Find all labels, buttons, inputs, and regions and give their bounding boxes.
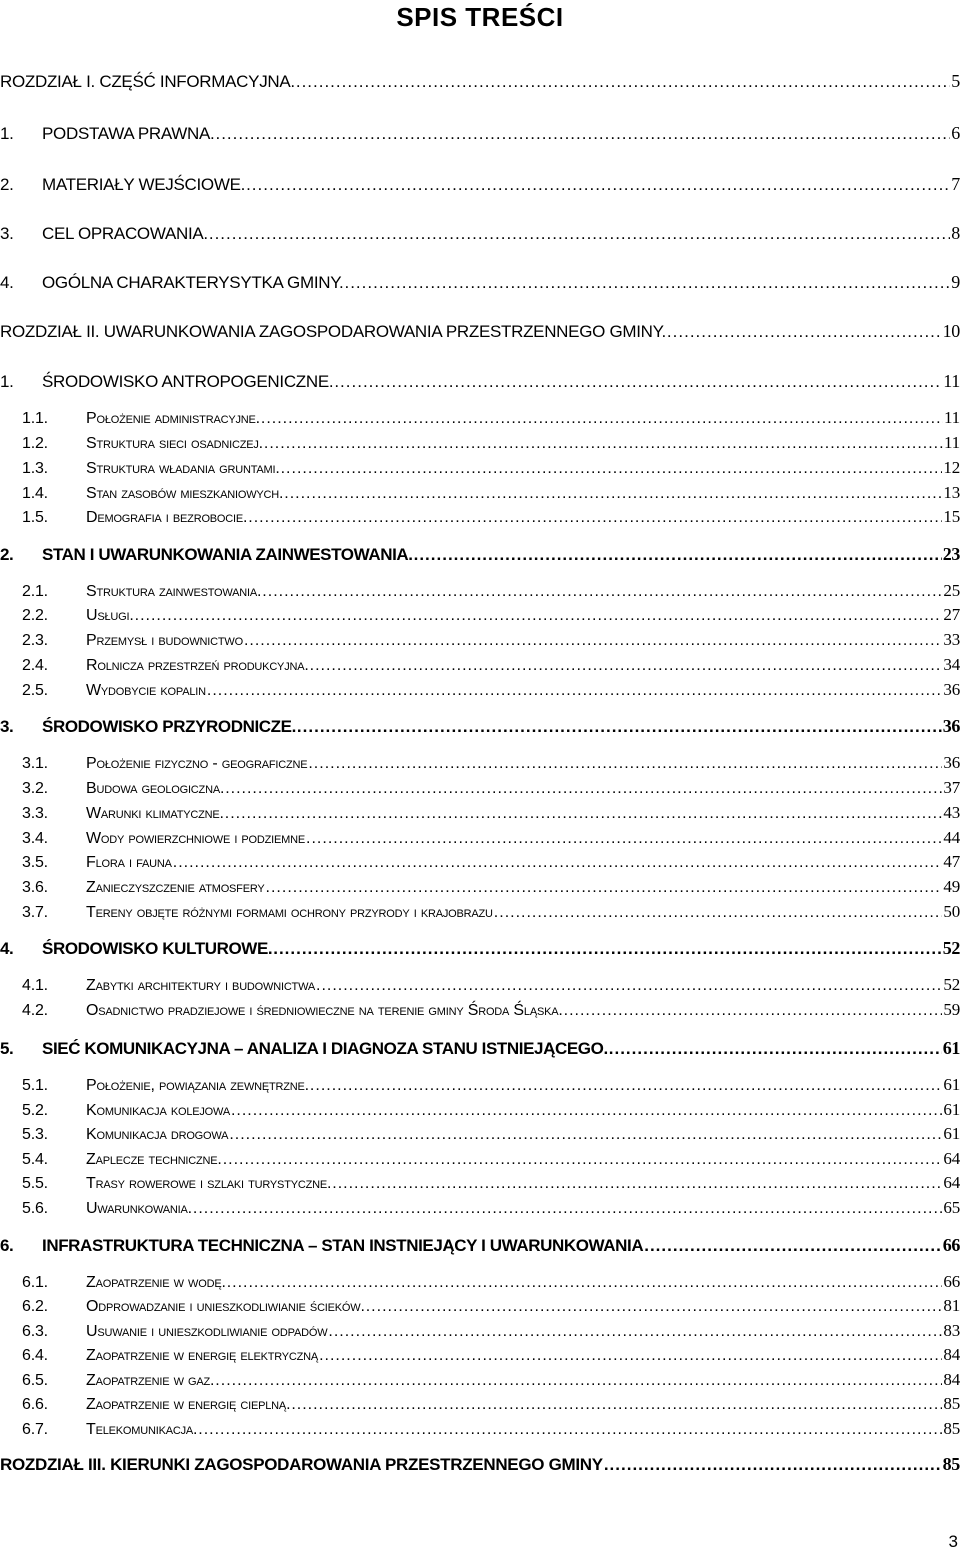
toc-entry[interactable] bbox=[0, 754, 960, 772]
toc-entry[interactable] bbox=[0, 631, 960, 649]
toc-entry[interactable] bbox=[0, 1346, 960, 1364]
toc-entry[interactable] bbox=[0, 484, 960, 502]
toc-dot-leader bbox=[297, 718, 942, 735]
toc-entry-label: ROZDZIAŁ I. CZĘŚĆ INFORMACYJNA. bbox=[0, 72, 295, 91]
toc-entry-label: Położenie administracyjne. bbox=[86, 410, 260, 427]
toc-dot-leader bbox=[244, 633, 942, 649]
toc-entry-label: Zabytki architektury i budownictwa bbox=[86, 977, 315, 994]
toc-entry-number: 3.7. bbox=[22, 904, 48, 921]
toc-dot-leader bbox=[291, 1397, 942, 1413]
toc-entry-label: Budowa geologiczna. bbox=[86, 780, 225, 797]
toc-entry-page: 36 bbox=[943, 680, 960, 699]
toc-entry-label: Zaopatrzenie w energię elektryczną bbox=[86, 1347, 319, 1364]
toc-entry[interactable] bbox=[0, 1297, 960, 1315]
toc-dot-leader bbox=[262, 584, 942, 600]
toc-entry-page: 64 bbox=[943, 1149, 960, 1168]
toc-entry[interactable] bbox=[0, 545, 960, 563]
toc-dot-leader bbox=[227, 1275, 943, 1291]
toc-dot-leader bbox=[494, 905, 943, 921]
toc-dot-leader bbox=[173, 855, 943, 871]
toc-entry-label: Tereny objęte różnymi formami ochrony przyrody i krajobrazu bbox=[86, 904, 493, 921]
toc-dot-leader bbox=[308, 756, 942, 772]
toc-entry-page: 65 bbox=[943, 1198, 960, 1217]
toc-entry-label: Zaopatrzenie w gaz. bbox=[86, 1372, 215, 1389]
toc-entry[interactable] bbox=[0, 508, 960, 526]
toc-entry-label: Stan zasobów mieszkaniowych. bbox=[86, 485, 284, 502]
toc-entry-number: 3. bbox=[0, 224, 14, 243]
toc-dot-leader bbox=[310, 1078, 942, 1094]
toc-entry-number: 1. bbox=[0, 372, 14, 391]
toc-entry-page: 81 bbox=[943, 1296, 960, 1315]
toc-dot-leader bbox=[193, 1201, 943, 1217]
toc-entry-label: OGÓLNA CHARAKTERYSYTKA GMINY. bbox=[42, 273, 344, 292]
toc-entry-label: ŚRODOWISKO KULTUROWE. bbox=[42, 939, 273, 958]
toc-entry-label: Struktura władania gruntami. bbox=[86, 460, 280, 477]
toc-entry-page: 11 bbox=[944, 408, 960, 427]
toc-entry-label: ROZDZIAŁ III. KIERUNKI ZAGOSPODAROWANIA PRZESTRZENNEGO GMINY bbox=[0, 1455, 603, 1474]
toc-entry-number: 6.3. bbox=[22, 1323, 48, 1340]
toc-entry[interactable] bbox=[0, 1371, 960, 1389]
toc-entry-label: Rolnicza przestrzeń produkcyjna. bbox=[86, 657, 309, 674]
toc-dot-leader bbox=[135, 608, 943, 624]
toc-entry-label: Położenie, powiązania zewnętrzne. bbox=[86, 1077, 309, 1094]
toc-dot-leader bbox=[207, 683, 943, 699]
toc-entry[interactable] bbox=[0, 1395, 960, 1413]
toc-dot-leader bbox=[229, 1127, 942, 1143]
toc-entry-label: CEL OPRACOWANIA. bbox=[42, 224, 208, 243]
toc-dot-leader bbox=[281, 461, 943, 477]
toc-entry-page: 59 bbox=[943, 1000, 960, 1019]
toc-entry-page: 11 bbox=[944, 433, 960, 452]
toc-dot-leader bbox=[296, 73, 950, 90]
toc-entry-number: 5. bbox=[0, 1039, 14, 1058]
toc-dot-leader bbox=[344, 274, 950, 291]
toc-entry-number: 5.2. bbox=[22, 1102, 48, 1119]
toc-entry[interactable] bbox=[0, 903, 960, 921]
toc-entry-page: 83 bbox=[943, 1321, 960, 1340]
toc-entry[interactable] bbox=[0, 1322, 960, 1340]
page-title: SPIS TREŚCI bbox=[396, 2, 564, 32]
toc-entry-label: Demografia i bezrobocie. bbox=[86, 509, 248, 526]
toc-entry-number: 6. bbox=[0, 1236, 14, 1255]
toc-entry-label: Komunikacja drogowa bbox=[86, 1126, 229, 1143]
toc-entry-page: 25 bbox=[943, 581, 960, 600]
toc-entry[interactable] bbox=[0, 606, 960, 624]
toc-entry-page: 85 bbox=[942, 1454, 960, 1474]
toc-entry[interactable] bbox=[0, 175, 960, 193]
toc-entry-number: 2. bbox=[0, 545, 14, 564]
toc-entry-label: Struktura sieci osadniczej. bbox=[86, 435, 263, 452]
toc-entry-label: STAN I UWARUNKOWANIA ZAINWESTOWANIA. bbox=[42, 545, 413, 564]
toc-entry-number: 3.2. bbox=[22, 780, 48, 797]
toc-entry[interactable] bbox=[0, 273, 960, 291]
toc-entry-number: 1.5. bbox=[22, 509, 48, 526]
toc-entry-label: Zaopatrzenie w wodę. bbox=[86, 1274, 226, 1291]
toc-entry-number: 6.5. bbox=[22, 1372, 48, 1389]
toc-entry-number: 5.3. bbox=[22, 1126, 48, 1143]
toc-entry-number: 5.5. bbox=[22, 1175, 48, 1192]
toc-entry-number: 2.4. bbox=[22, 657, 48, 674]
toc-entry[interactable] bbox=[0, 1273, 960, 1291]
toc-dot-leader bbox=[215, 125, 950, 142]
toc-entry-page: 37 bbox=[943, 778, 960, 797]
toc-dot-leader bbox=[310, 658, 943, 674]
toc-entry-label: ROZDZIAŁ II. UWARUNKOWANIA ZAGOSPODAROWANIA PRZESTRZENNEGO GMINY. bbox=[0, 322, 666, 341]
toc-dot-leader bbox=[209, 225, 950, 242]
toc-entry-number: 2.5. bbox=[22, 682, 48, 699]
toc-entry[interactable] bbox=[0, 1150, 960, 1168]
toc-entry-number: 1.2. bbox=[22, 435, 48, 452]
toc-entry-page: 47 bbox=[943, 852, 960, 871]
toc-entry-page: 8 bbox=[951, 223, 960, 243]
toc-entry-label: ŚRODOWISKO PRZYRODNICZE. bbox=[42, 717, 296, 736]
toc-entry[interactable] bbox=[0, 853, 960, 871]
toc-entry-page: 52 bbox=[942, 938, 960, 958]
toc-entry[interactable] bbox=[0, 582, 960, 600]
toc-entry[interactable] bbox=[0, 409, 960, 427]
toc-entry-page: 61 bbox=[943, 1075, 960, 1094]
toc-entry-number: 6.6. bbox=[22, 1396, 48, 1413]
toc-entry-page: 61 bbox=[943, 1100, 960, 1119]
page-number: 3 bbox=[948, 1532, 958, 1551]
toc-entry[interactable] bbox=[0, 372, 960, 390]
toc-entry-page: 85 bbox=[943, 1394, 960, 1413]
toc-entry-page: 6 bbox=[951, 123, 960, 143]
toc-entry[interactable] bbox=[0, 1199, 960, 1217]
toc-dot-leader bbox=[609, 1040, 942, 1057]
toc-entry-label: SIEĆ KOMUNIKACYJNA – ANALIZA I DIAGNOZA STANU ISTNIEJĄCEGO. bbox=[42, 1039, 608, 1058]
toc-dot-leader bbox=[414, 546, 942, 563]
toc-entry-number: 5.1. bbox=[22, 1077, 48, 1094]
toc-entry-number: 5.4. bbox=[22, 1151, 48, 1168]
toc-dot-leader bbox=[332, 1176, 942, 1192]
toc-entry-page: 7 bbox=[951, 174, 960, 194]
toc-entry-page: 52 bbox=[943, 975, 960, 994]
toc-dot-leader bbox=[667, 323, 942, 340]
toc-entry[interactable] bbox=[0, 976, 960, 994]
toc-entry[interactable] bbox=[0, 939, 960, 957]
toc-entry-page: 66 bbox=[943, 1272, 960, 1291]
toc-dot-leader bbox=[225, 806, 943, 822]
toc-dot-leader bbox=[334, 373, 942, 390]
toc-entry[interactable] bbox=[0, 1455, 960, 1473]
toc-entry-label: Wody powierzchniowe i podziemne bbox=[86, 830, 306, 847]
toc-entry-label: Komunikacja kolejowa bbox=[86, 1102, 230, 1119]
toc-entry-label: Zaopatrzenie w energię cieplną. bbox=[86, 1396, 291, 1413]
toc-dot-leader bbox=[273, 940, 942, 957]
toc-entry-label: ŚRODOWISKO ANTROPOGENICZNE. bbox=[42, 372, 334, 391]
toc-entry-label: Warunki klimatyczne. bbox=[86, 805, 224, 822]
toc-entry-label: Wydobycie kopalin bbox=[86, 682, 206, 699]
toc-entry-number: 1.3. bbox=[22, 460, 48, 477]
toc-entry-number: 1.4. bbox=[22, 485, 48, 502]
toc-entry-number: 4. bbox=[0, 273, 14, 292]
toc-entry-number: 5.6. bbox=[22, 1200, 48, 1217]
toc-entry[interactable] bbox=[0, 1039, 960, 1057]
toc-entry[interactable] bbox=[0, 656, 960, 674]
toc-dot-leader bbox=[644, 1237, 942, 1254]
toc-entry-number: 2. bbox=[0, 175, 14, 194]
toc-entry[interactable] bbox=[0, 1101, 960, 1119]
toc-entry[interactable] bbox=[0, 1420, 960, 1438]
toc-entry[interactable] bbox=[0, 1125, 960, 1143]
toc-entry-page: 10 bbox=[942, 321, 960, 341]
toc-entry-page: 84 bbox=[943, 1345, 960, 1364]
toc-entry-number: 6.4. bbox=[22, 1347, 48, 1364]
toc-entry[interactable] bbox=[0, 829, 960, 847]
toc-entry-number: 3.1. bbox=[22, 755, 48, 772]
toc-entry-page: 44 bbox=[943, 828, 960, 847]
toc-entry-number: 3.5. bbox=[22, 854, 48, 871]
toc-dot-leader bbox=[246, 176, 950, 193]
toc-entry-page: 36 bbox=[942, 716, 960, 736]
toc-dot-leader bbox=[264, 436, 943, 452]
toc-entry-label: Telekomunikacja. bbox=[86, 1421, 198, 1438]
toc-entry-label: MATERIAŁY WEJŚCIOWE. bbox=[42, 175, 246, 194]
toc-dot-leader bbox=[248, 510, 942, 526]
toc-entry-page: 49 bbox=[943, 877, 960, 896]
toc-entry-label: Struktura zainwestowania. bbox=[86, 583, 262, 600]
toc-entry-label: Odprowadzanie i unieszkodliwianie ścieków. bbox=[86, 1298, 365, 1315]
toc-dot-leader bbox=[266, 880, 943, 896]
toc-entry-number: 6.7. bbox=[22, 1421, 48, 1438]
toc-entry-page: 61 bbox=[943, 1124, 960, 1143]
toc-entry-number: 4.1. bbox=[22, 977, 48, 994]
toc-entry-page: 61 bbox=[942, 1038, 960, 1058]
toc-entry-number: 3.6. bbox=[22, 879, 48, 896]
toc-entry-page: 13 bbox=[943, 483, 960, 502]
toc-entry-page: 12 bbox=[943, 458, 960, 477]
toc-entry-page: 5 bbox=[951, 71, 960, 91]
toc-entry-label: Flora i fauna bbox=[86, 854, 172, 871]
toc-dot-leader bbox=[564, 1003, 943, 1019]
toc-entry-number: 6.1. bbox=[22, 1274, 48, 1291]
toc-dot-leader bbox=[284, 486, 942, 502]
toc-entry-number: 2.2. bbox=[22, 607, 48, 624]
toc-dot-leader bbox=[198, 1422, 942, 1438]
toc-entry-number: 6.2. bbox=[22, 1298, 48, 1315]
toc-entry-label: Usługi. bbox=[86, 607, 134, 624]
toc-dot-leader bbox=[215, 1373, 942, 1389]
toc-dot-leader bbox=[225, 781, 942, 797]
toc-dot-leader bbox=[328, 1324, 942, 1340]
toc-entry-label: PODSTAWA PRAWNA. bbox=[42, 124, 215, 143]
toc-entry[interactable] bbox=[0, 1236, 960, 1254]
toc-entry[interactable] bbox=[0, 779, 960, 797]
toc-entry[interactable] bbox=[0, 681, 960, 699]
toc-dot-leader bbox=[316, 978, 942, 994]
toc-dot-leader bbox=[306, 831, 942, 847]
toc-entry[interactable] bbox=[0, 322, 960, 340]
toc-entry-page: 36 bbox=[943, 753, 960, 772]
toc-entry-number: 4.2. bbox=[22, 1002, 48, 1019]
toc-entry-number: 3.3. bbox=[22, 805, 48, 822]
toc-entry[interactable] bbox=[0, 1076, 960, 1094]
toc-entry-page: 15 bbox=[943, 507, 960, 526]
toc-entry-label: INFRASTRUKTURA TECHNICZNA – STAN INSTNIEJĄCY I UWARUNKOWANIA bbox=[42, 1236, 644, 1255]
toc-entry[interactable] bbox=[0, 459, 960, 477]
toc-entry-number: 1.1. bbox=[22, 410, 48, 427]
toc-entry[interactable] bbox=[0, 1001, 960, 1019]
toc-entry-page: 33 bbox=[943, 630, 960, 649]
toc-entry-page: 85 bbox=[943, 1419, 960, 1438]
toc-entry-label: Usuwanie i unieszkodliwianie odpadów bbox=[86, 1323, 328, 1340]
toc-entry-page: 34 bbox=[943, 655, 960, 674]
toc-dot-leader bbox=[604, 1456, 942, 1473]
toc-entry-number: 2.3. bbox=[22, 632, 48, 649]
toc-entry-page: 23 bbox=[942, 544, 960, 564]
toc-dot-leader bbox=[366, 1299, 943, 1315]
toc-dot-leader bbox=[319, 1348, 942, 1364]
toc-entry-label: Osadnictwo pradziejowe i średniowieczne na terenie gminy Środa Śląska. bbox=[86, 1002, 563, 1019]
toc-entry[interactable] bbox=[0, 1174, 960, 1192]
toc-entry-page: 84 bbox=[943, 1370, 960, 1389]
toc-entry-label: Trasy rowerowe i szlaki turystyczne. bbox=[86, 1175, 332, 1192]
toc-entry-number: 3.4. bbox=[22, 830, 48, 847]
toc-entry[interactable] bbox=[0, 72, 960, 90]
toc-entry-page: 9 bbox=[951, 272, 960, 292]
toc-dot-leader bbox=[231, 1103, 942, 1119]
toc-entry-number: 1. bbox=[0, 124, 14, 143]
toc-dot-leader bbox=[223, 1152, 943, 1168]
toc-entry-page: 43 bbox=[943, 803, 960, 822]
toc-entry-page: 66 bbox=[942, 1235, 960, 1255]
toc-entry-number: 3. bbox=[0, 717, 14, 736]
toc-entry[interactable] bbox=[0, 434, 960, 452]
toc-entry[interactable] bbox=[0, 878, 960, 896]
toc-entry-label: Uwarunkowania. bbox=[86, 1200, 192, 1217]
toc-entry-page: 11 bbox=[943, 371, 960, 391]
toc-dot-leader bbox=[261, 411, 943, 427]
toc-entry-label: Zaplecze techniczne. bbox=[86, 1151, 222, 1168]
toc-entry-number: 4. bbox=[0, 939, 14, 958]
toc-entry[interactable] bbox=[0, 804, 960, 822]
toc-entry-label: Zanieczyszczenie atmosfery bbox=[86, 879, 265, 896]
toc-entry-page: 64 bbox=[943, 1173, 960, 1192]
toc-entry[interactable] bbox=[0, 224, 960, 242]
toc-entry[interactable] bbox=[0, 717, 960, 735]
toc-entry-label: Położenie fizyczno - geograficzne bbox=[86, 755, 308, 772]
toc-entry-page: 50 bbox=[943, 902, 960, 921]
toc-entry-page: 27 bbox=[943, 605, 960, 624]
toc-entry[interactable] bbox=[0, 124, 960, 142]
toc-entry-label: Przemysł i budownictwo bbox=[86, 632, 243, 649]
toc-entry-number: 2.1. bbox=[22, 583, 48, 600]
